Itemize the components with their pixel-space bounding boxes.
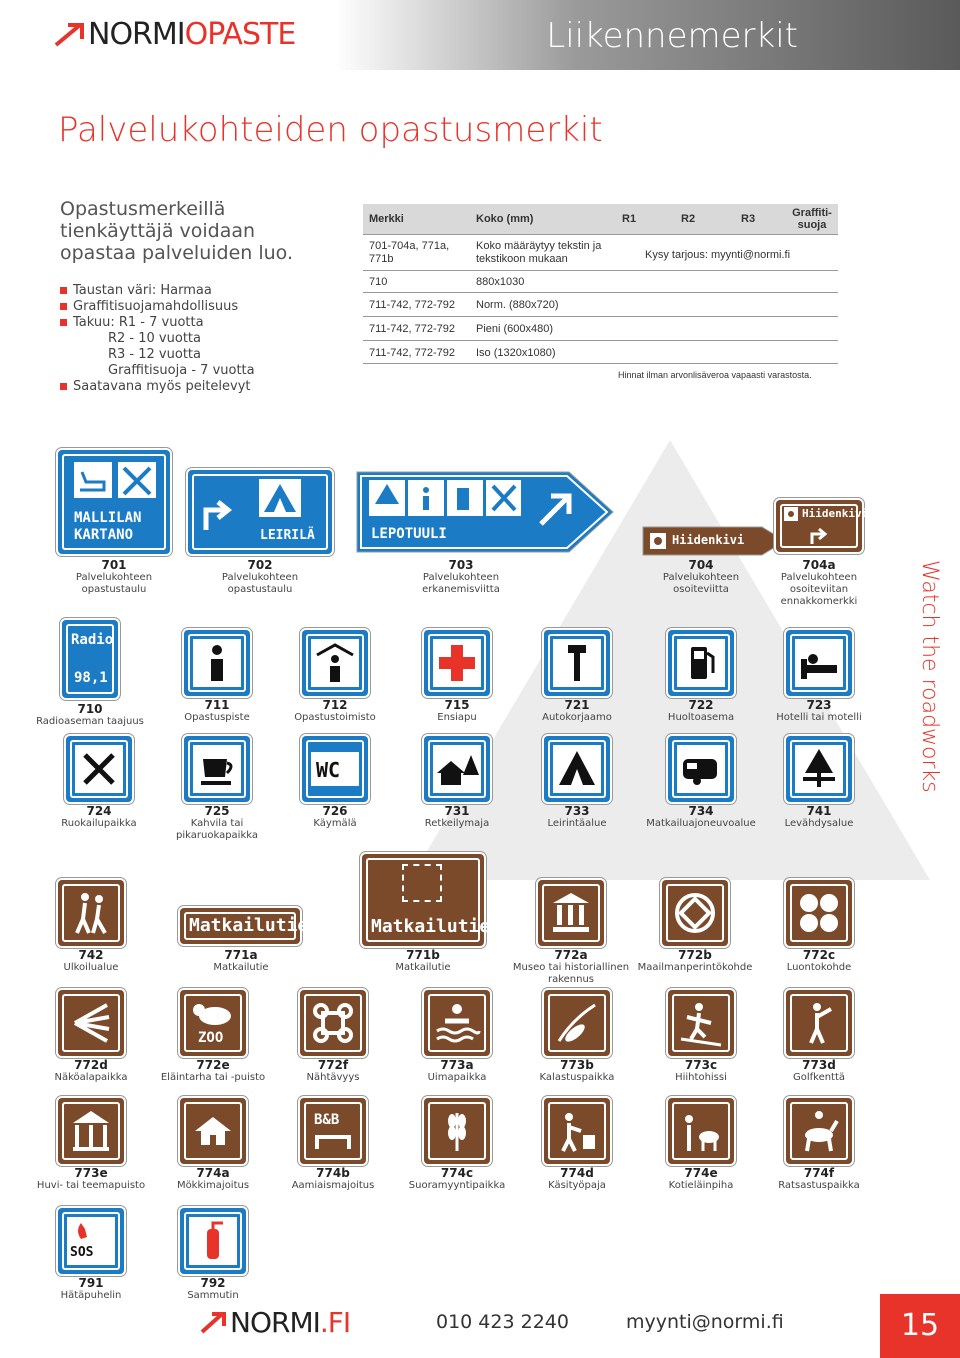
list-item: Taustan väri: Harmaa: [60, 283, 340, 299]
bed-icon: [795, 639, 843, 687]
sign-number: 774c: [440, 1166, 474, 1180]
sign-712: [302, 630, 368, 696]
sign-772c: [786, 880, 852, 946]
coffee-cup-icon: [193, 745, 241, 793]
sign-number: 712: [322, 698, 348, 712]
sign-772a: [538, 880, 604, 946]
sign-741: [786, 736, 852, 802]
sign-704: [642, 526, 787, 556]
sign-label: Golfkenttä: [792, 1072, 846, 1083]
sign-number: 773a: [440, 1058, 474, 1072]
sign-773a: [424, 990, 490, 1056]
viewpoint-icon: [67, 999, 115, 1047]
sign-772f: [300, 990, 366, 1056]
sign-721: [544, 630, 610, 696]
sign-742: [58, 880, 124, 946]
contact-text: Kysy tarjous: myynti@normi.fi: [645, 249, 791, 261]
sign-number: 772f: [317, 1058, 349, 1072]
first-aid-icon: [433, 639, 481, 687]
sign-774a: [180, 1098, 246, 1164]
sign-734: [668, 736, 734, 802]
wheat-icon: [433, 1107, 481, 1155]
sign-label: Ruokailupaikka: [61, 818, 137, 829]
sign-label: Palvelukohteen osoiteviitta: [662, 572, 740, 595]
caption-774e: [636, 1166, 766, 1192]
sign-715: [424, 630, 490, 696]
brand-name-left: NORMI: [88, 16, 185, 52]
side-slogan: Watch the roadworks: [917, 560, 942, 793]
bear-icon: [189, 998, 237, 1028]
sign-number: 774b: [316, 1166, 350, 1180]
petting-zoo-icon: [677, 1107, 725, 1155]
sign-774f: [786, 1098, 852, 1164]
sign-label: Opastuspiste: [184, 712, 250, 723]
sign-label: Hätäpuhelin: [60, 1290, 122, 1301]
turn-right-arrow-icon: [198, 492, 238, 532]
sign-number: 773d: [802, 1058, 836, 1072]
golf-icon: [795, 999, 843, 1047]
sign-number: 771b: [406, 948, 440, 962]
caption-791: [26, 1276, 156, 1302]
page-number: 15: [880, 1294, 960, 1358]
col-merkki: Merkki: [369, 213, 404, 225]
attraction-icon: [309, 999, 357, 1047]
sign-772e: [180, 990, 246, 1056]
table-row: [363, 270, 838, 292]
sign-label: Suoramyyntipaikka: [408, 1180, 506, 1191]
sign-number: 704a: [802, 558, 836, 572]
caption-731: [392, 804, 522, 830]
caption-774b: [268, 1166, 398, 1192]
list-item: Takuu: R1 - 7 vuotta: [60, 315, 340, 331]
caption-723: [754, 698, 884, 724]
caption-726: [270, 804, 400, 830]
sign-number: 773b: [560, 1058, 594, 1072]
caption-722: [636, 698, 766, 724]
caption-772a: [506, 948, 636, 986]
camping-icon: [258, 478, 302, 518]
list-item: R3 - 12 vuotta: [108, 347, 201, 362]
sign-792: [180, 1208, 246, 1274]
caption-725: [152, 804, 282, 842]
caravan-icon: [677, 745, 725, 793]
footer-email[interactable]: myynti@normi.fi: [626, 1311, 784, 1333]
sign-text: Hiidenkivi: [802, 507, 869, 520]
caption-774a: [148, 1166, 278, 1192]
sign-number: 772c: [802, 948, 836, 962]
caption-712: [270, 698, 400, 724]
list-item: Saatavana myös peitelevyt: [60, 379, 340, 395]
sign-text: Hiidenkivi: [672, 533, 745, 547]
sign-label: Kotieläinpiha: [668, 1180, 734, 1191]
sign-number: 703: [448, 558, 474, 572]
hotel-restaurant-icon: [72, 458, 158, 500]
caption-773b: [512, 1058, 642, 1084]
caption-701: [49, 558, 179, 596]
footer-brand-left: NORMI: [230, 1305, 320, 1339]
sign-731: [424, 736, 490, 802]
table-row: [363, 340, 838, 364]
sign-771a: [180, 908, 309, 944]
sign-label: Levähdysalue: [784, 818, 854, 829]
cell-koko: Norm. (880x720): [476, 299, 559, 311]
brand-logo: [54, 14, 295, 54]
sign-number: 772b: [678, 948, 712, 962]
caption-734: [636, 804, 766, 830]
caption-702: [195, 558, 325, 596]
col-r3: R3: [741, 213, 756, 225]
sign-text: LEPOTUULI: [371, 526, 447, 542]
list-item: Graffitisuojamahdollisuus: [60, 299, 340, 315]
sign-772d: [58, 990, 124, 1056]
sign-text: B&B: [314, 1112, 340, 1128]
turn-right-arrow-icon: [808, 526, 830, 546]
sign-703: [355, 470, 615, 554]
diagonal-arrow-icon: [535, 488, 575, 528]
caption-772f: [268, 1058, 398, 1084]
sign-text: LEIRILÄ: [260, 528, 315, 543]
cell-koko: Pieni (600x480): [476, 323, 554, 335]
sign-number: 722: [688, 698, 714, 712]
logo-arrow-icon: [200, 1310, 230, 1334]
footer-brand-right: .FI: [319, 1305, 351, 1339]
cell-koko: 880x1030: [476, 276, 525, 288]
caption-704: [636, 558, 766, 596]
caption-773e: [26, 1166, 156, 1192]
caption-772e: [148, 1058, 278, 1084]
footer-phone[interactable]: 010 423 2240: [436, 1311, 569, 1333]
sign-702: [188, 470, 332, 554]
nature-icon: [650, 533, 666, 549]
horse-riding-icon: [795, 1107, 843, 1155]
info-office-icon: [311, 639, 359, 687]
sign-number: 771a: [224, 948, 258, 962]
caption-772d: [26, 1058, 156, 1084]
sign-number: 702: [247, 558, 273, 572]
sign-label: Luontokohde: [786, 962, 852, 973]
sign-text: WC: [316, 758, 341, 782]
swimming-icon: [433, 999, 481, 1047]
sign-number: 773e: [74, 1166, 108, 1180]
sign-text: Matkailutie: [371, 916, 491, 937]
caption-774c: [392, 1166, 522, 1192]
sign-label: Hiihtohissi: [675, 1072, 727, 1083]
price-note: Hinnat ilman arvonlisäveroa vapaasti varastosta.: [618, 370, 812, 380]
caption-772c: [754, 948, 884, 974]
sign-label: Uimapaikka: [427, 1072, 487, 1083]
cell-merkki: 711-742, 772-792: [369, 299, 456, 311]
sign-number: 772a: [554, 948, 588, 962]
sign-number: 792: [200, 1276, 226, 1290]
sign-773c: [668, 990, 734, 1056]
sign-723: [786, 630, 852, 696]
sign-label: Opastustoimisto: [294, 712, 376, 723]
col-r2: R2: [681, 213, 696, 225]
sign-number: 731: [444, 804, 470, 818]
sign-label: Autokorjaamo: [542, 712, 612, 723]
list-item: Graffitisuoja - 7 vuotta: [108, 363, 255, 378]
logo-placeholder: [402, 864, 442, 902]
sign-773e: [58, 1098, 124, 1164]
sign-711: [184, 630, 250, 696]
sign-number: 734: [688, 804, 714, 818]
sign-number: 701: [101, 558, 127, 572]
sign-label: Mökkimajoitus: [176, 1180, 250, 1191]
sign-label: Aamiaismajoitus: [291, 1180, 375, 1191]
sign-725: [184, 736, 250, 802]
sign-label: Matkailutie: [395, 962, 451, 973]
feature-list: [60, 283, 340, 395]
sign-label: Kalastuspaikka: [539, 1072, 615, 1083]
table-row: [363, 316, 838, 340]
sign-774c: [424, 1098, 490, 1164]
sign-number: 742: [78, 948, 104, 962]
sign-773d: [786, 990, 852, 1056]
sign-label: Radioaseman taajuus: [36, 716, 144, 727]
fuel-pump-icon: [677, 639, 725, 687]
sign-label: Maailmanperintökohde: [637, 962, 753, 973]
sign-774b: [300, 1098, 366, 1164]
caption-774f: [754, 1166, 884, 1192]
sign-number: 774a: [196, 1166, 230, 1180]
sign-label: Hotelli tai motelli: [776, 712, 862, 723]
intro-text: Opastusmerkeillä tienkäyttäjä voidaan opastaa palveluiden luo.: [60, 198, 294, 264]
world-heritage-icon: [671, 889, 719, 937]
caption-774d: [512, 1166, 642, 1192]
sign-label: Leirintäalue: [547, 818, 607, 829]
sign-773b: [544, 990, 610, 1056]
sign-label: Retkeilymaja: [424, 818, 490, 829]
camping-icon: [553, 745, 601, 793]
sign-label: Ulkoilualue: [63, 962, 119, 973]
cell-merkki: 711-742, 772-792: [369, 323, 456, 335]
sign-701: [58, 450, 170, 554]
caption-703: [396, 558, 526, 596]
info-icon: [193, 639, 241, 687]
sign-label: Palvelukohteen erkanemisviitta: [422, 572, 500, 595]
sign-772b: [662, 880, 728, 946]
sign-label: Sammutin: [187, 1290, 239, 1301]
sign-710: [62, 620, 118, 698]
sign-label: Huoltoasema: [667, 712, 735, 723]
sign-number: 773c: [684, 1058, 718, 1072]
ski-lift-icon: [677, 999, 725, 1047]
sign-number: 725: [204, 804, 230, 818]
caption-721: [512, 698, 642, 724]
sign-label: Käymälä: [313, 818, 357, 829]
caption-711: [152, 698, 282, 724]
hiking-icon: [67, 889, 115, 937]
caption-741: [754, 804, 884, 830]
sign-number: 715: [444, 698, 470, 712]
cell-koko: Iso (1320x1080): [476, 347, 556, 359]
sign-label: Ratsastuspaikka: [778, 1180, 860, 1191]
sign-label: Nähtävyys: [306, 1072, 360, 1083]
sign-label: Matkailuajoneuvoalue: [646, 818, 756, 829]
sign-text-radio: Radio: [71, 632, 114, 648]
carousel-icon: [67, 1107, 115, 1155]
nature-icon: [784, 507, 798, 521]
sign-726: [302, 736, 368, 802]
rest-area-icon: [795, 745, 843, 793]
sign-label: Näköalapaikka: [54, 1072, 128, 1083]
section-title: Liikennemerkit: [546, 16, 798, 56]
wrench-icon: [553, 639, 601, 687]
sign-label: Matkailutie: [213, 962, 269, 973]
sign-text: Matkailutie: [189, 915, 309, 936]
sign-label: Kahvila tai pikaruokapaikka: [176, 818, 258, 841]
list-item: R2 - 10 vuotta: [108, 331, 201, 346]
sign-label: Eläintarha tai -puisto: [160, 1072, 266, 1083]
cell-merkki: 701-704a, 771a, 771b: [369, 240, 450, 265]
sign-722: [668, 630, 734, 696]
caption-733: [512, 804, 642, 830]
caption-771a: [176, 948, 306, 974]
cell-koko: Koko määräytyy tekstin ja tekstikoon mukaan: [476, 240, 602, 265]
col-graffiti: Graffiti- suoja: [792, 207, 832, 231]
table-row: [363, 292, 838, 316]
col-koko: Koko (mm): [476, 213, 534, 225]
sign-number: 704: [688, 558, 714, 572]
caption-772b: [630, 948, 760, 974]
sign-number: 726: [322, 804, 348, 818]
rest-area-icons: [369, 478, 521, 518]
sign-text-frequency: 98,1: [74, 670, 108, 686]
sign-number: 711: [204, 698, 230, 712]
caption-715: [392, 698, 522, 724]
sign-number: 724: [86, 804, 112, 818]
cottage-icon: [189, 1107, 237, 1155]
sign-number: 774f: [803, 1166, 835, 1180]
sign-733: [544, 736, 610, 802]
sign-label: Palvelukohteen opastustaulu: [221, 572, 299, 595]
sign-text: SOS: [70, 1245, 94, 1260]
sign-label: Palvelukohteen opastustaulu: [75, 572, 153, 595]
sign-number: 710: [77, 702, 103, 716]
logo-arrow-icon: [54, 21, 88, 47]
cell-merkki: 710: [369, 276, 388, 288]
sign-number: 791: [78, 1276, 104, 1290]
sign-label: Museo tai historiallinen rakennus: [512, 962, 630, 985]
sign-number: 774d: [560, 1166, 594, 1180]
side-banner: [918, 560, 948, 800]
sign-number: 721: [564, 698, 590, 712]
caption-773a: [392, 1058, 522, 1084]
nature-site-icon: [795, 889, 843, 937]
caption-771b: [358, 948, 488, 974]
sign-label: Ensiapu: [437, 712, 477, 723]
sign-label: Käsityöpaja: [548, 1180, 606, 1191]
sign-label: Huvi- tai teemapuisto: [36, 1180, 146, 1191]
sign-number: 723: [806, 698, 832, 712]
sign-771b: [362, 854, 491, 946]
sign-number: 733: [564, 804, 590, 818]
footer-logo: [200, 1304, 350, 1340]
fire-extinguisher-icon: [189, 1217, 237, 1265]
caption-773d: [754, 1058, 884, 1084]
brand-name-right: OPASTE: [184, 16, 296, 52]
sign-774e: [668, 1098, 734, 1164]
caption-773c: [636, 1058, 766, 1084]
fishing-icon: [553, 999, 601, 1047]
sign-724: [66, 736, 132, 802]
sign-number: 774e: [684, 1166, 718, 1180]
caption-792: [148, 1276, 278, 1302]
col-r1: R1: [622, 213, 637, 225]
sign-number: 772d: [74, 1058, 108, 1072]
restaurant-icon: [75, 745, 123, 793]
sign-label: Palvelukohteen osoiteviitan ennakkomerkki: [780, 572, 858, 607]
caption-742: [26, 948, 156, 974]
hostel-icon: [433, 745, 481, 793]
museum-icon: [547, 889, 595, 937]
sign-791: [58, 1208, 124, 1274]
caption-724: [34, 804, 164, 830]
crafts-icon: [553, 1107, 601, 1155]
page-title: Palvelukohteiden opastusmerkit: [58, 110, 603, 150]
sign-text: MALLILAN KARTANO: [74, 510, 142, 543]
sign-number: 772e: [196, 1058, 230, 1072]
sign-text: ZOO: [198, 1030, 224, 1046]
sign-number: 741: [806, 804, 832, 818]
caption-710: [25, 702, 155, 728]
sign-704a: [776, 500, 869, 552]
caption-704a: [754, 558, 884, 608]
sign-774d: [544, 1098, 610, 1164]
cell-merkki: 711-742, 772-792: [369, 347, 456, 359]
table-header-row: [363, 204, 838, 234]
